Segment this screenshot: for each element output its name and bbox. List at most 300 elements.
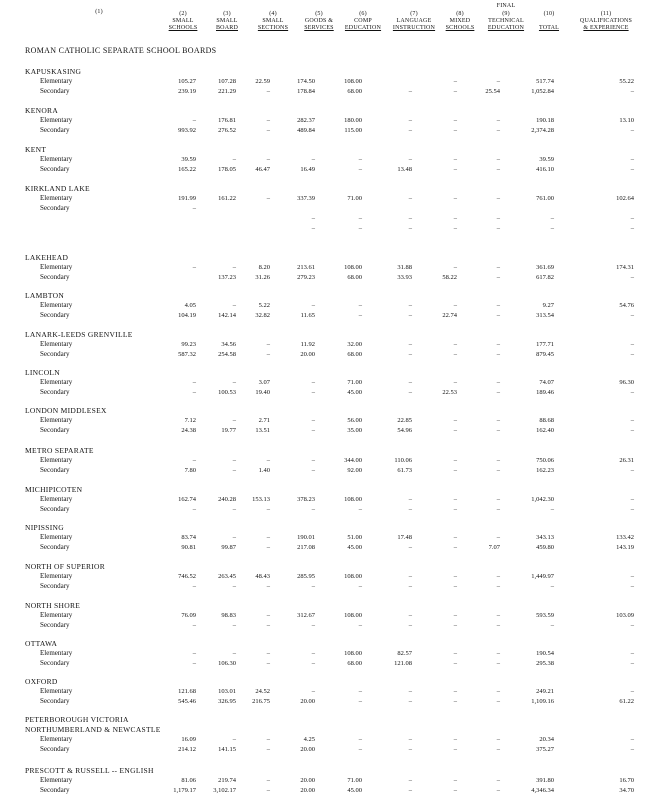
table-cell: – <box>453 88 457 95</box>
table-cell: – <box>496 506 500 513</box>
table-cell: – <box>453 573 457 580</box>
table-cell: 174.31 <box>616 264 634 271</box>
table-cell: 1,449.97 <box>531 573 554 580</box>
table-cell: 99.87 <box>221 544 236 551</box>
table-cell: – <box>496 698 500 705</box>
table-cell: – <box>496 427 500 434</box>
table-cell: 7.07 <box>488 544 500 551</box>
table-cell: – <box>266 736 270 743</box>
table-cell: – <box>311 156 315 163</box>
row-label: Secondary <box>40 273 70 281</box>
table-cell: – <box>311 215 315 222</box>
table-cell: 2.71 <box>258 417 270 424</box>
table-cell: 22.53 <box>442 389 457 396</box>
table-cell: 54.96 <box>397 427 412 434</box>
table-cell: 19.40 <box>255 389 270 396</box>
table-cell: 45.00 <box>347 389 362 396</box>
table-cell: 326.95 <box>218 698 236 705</box>
table-cell: 13.10 <box>619 117 634 124</box>
table-cell: 96.30 <box>619 379 634 386</box>
table-cell: – <box>496 467 500 474</box>
table-cell: 106.30 <box>218 660 236 667</box>
table-cell: 459.80 <box>536 544 554 551</box>
table-cell: 76.09 <box>181 612 196 619</box>
table-cell: – <box>496 688 500 695</box>
table-cell: – <box>266 660 270 667</box>
table-cell: 312.67 <box>297 612 315 619</box>
table-cell: – <box>453 736 457 743</box>
row-label: Secondary <box>40 126 70 134</box>
table-cell: – <box>266 612 270 619</box>
table-cell: – <box>358 746 362 753</box>
table-cell: – <box>453 427 457 434</box>
table-cell: – <box>232 379 236 386</box>
table-cell: 39.59 <box>539 156 554 163</box>
table-cell: – <box>496 78 500 85</box>
table-cell: 1.40 <box>258 467 270 474</box>
board-name: NORTH OF SUPERIOR <box>25 562 106 571</box>
table-cell: – <box>408 379 412 386</box>
table-cell: 162.23 <box>536 467 554 474</box>
table-cell: 189.46 <box>536 389 554 396</box>
table-cell: 276.52 <box>218 127 236 134</box>
row-label: Secondary <box>40 745 70 753</box>
header-col-label: & EXPERIENCE <box>583 25 629 31</box>
table-cell: 1,042.30 <box>531 496 554 503</box>
row-label: Elementary <box>40 533 73 541</box>
table-cell: – <box>408 225 412 232</box>
table-cell: 746.52 <box>178 573 196 580</box>
table-cell: – <box>232 457 236 464</box>
header-col-label: EDUCATION <box>344 25 382 31</box>
table-cell: 22.74 <box>442 312 457 319</box>
table-cell: 61.22 <box>619 698 634 705</box>
table-cell: 32.00 <box>347 341 362 348</box>
table-cell: – <box>453 746 457 753</box>
table-cell: 7.12 <box>184 417 196 424</box>
board-name: METRO SEPARATE <box>25 446 94 455</box>
table-cell: 35.00 <box>347 427 362 434</box>
table-cell: – <box>496 650 500 657</box>
header-col-number: (3) <box>223 11 231 17</box>
table-cell: – <box>266 650 270 657</box>
table-cell: 39.59 <box>181 156 196 163</box>
table-cell: 11.65 <box>300 312 315 319</box>
table-cell: 279.23 <box>297 274 315 281</box>
board-name: OXFORD <box>25 677 58 686</box>
row-label: Elementary <box>40 572 73 580</box>
table-cell: 20.00 <box>300 698 315 705</box>
table-cell: – <box>311 225 315 232</box>
table-cell: – <box>496 225 500 232</box>
table-cell: 83.74 <box>181 534 196 541</box>
table-cell: – <box>630 736 634 743</box>
row-label: Elementary <box>40 776 73 784</box>
table-cell: – <box>630 427 634 434</box>
table-cell: 32.82 <box>255 312 270 319</box>
table-cell: 99.23 <box>181 341 196 348</box>
table-cell: – <box>358 166 362 173</box>
table-cell: – <box>266 457 270 464</box>
table-cell: – <box>496 312 500 319</box>
table-cell: 177.71 <box>536 341 554 348</box>
table-cell: – <box>496 264 500 271</box>
header-col-label <box>517 18 581 25</box>
table-cell: – <box>496 274 500 281</box>
table-cell: – <box>496 127 500 134</box>
table-cell: – <box>408 698 412 705</box>
table-cell: – <box>408 88 412 95</box>
table-cell: 190.01 <box>297 534 315 541</box>
table-cell: – <box>192 583 196 590</box>
table-cell: 750.06 <box>536 457 554 464</box>
table-cell: – <box>311 467 315 474</box>
table-cell: 285.95 <box>297 573 315 580</box>
row-label: Elementary <box>40 340 73 348</box>
table-cell: – <box>453 688 457 695</box>
table-cell: – <box>630 573 634 580</box>
table-cell: 4,346.34 <box>531 787 554 794</box>
table-cell: – <box>630 274 634 281</box>
table-cell: – <box>408 215 412 222</box>
table-cell: 617.82 <box>536 274 554 281</box>
table-cell: – <box>232 417 236 424</box>
table-cell: – <box>630 688 634 695</box>
row-label: Secondary <box>40 659 70 667</box>
table-cell: – <box>496 583 500 590</box>
table-cell: 16.70 <box>619 777 634 784</box>
table-cell: 68.00 <box>347 351 362 358</box>
table-cell: – <box>496 389 500 396</box>
table-cell: – <box>630 88 634 95</box>
table-cell: – <box>311 506 315 513</box>
table-cell: 92.00 <box>347 467 362 474</box>
table-cell: 68.00 <box>347 88 362 95</box>
row-label: Secondary <box>40 582 70 590</box>
table-cell: – <box>266 534 270 541</box>
table-cell: – <box>408 496 412 503</box>
row-label: Secondary <box>40 87 70 95</box>
table-cell: 263.45 <box>218 573 236 580</box>
table-cell: 4.25 <box>303 736 315 743</box>
table-cell: – <box>232 622 236 629</box>
table-cell: – <box>192 379 196 386</box>
table-cell: 162.40 <box>536 427 554 434</box>
table-cell: – <box>192 622 196 629</box>
table-cell: 178.05 <box>218 166 236 173</box>
table-cell: – <box>358 215 362 222</box>
table-cell: – <box>408 622 412 629</box>
table-cell: – <box>630 215 634 222</box>
table-cell: 162.74 <box>178 496 196 503</box>
table-cell: 214.12 <box>178 746 196 753</box>
table-cell: 51.00 <box>347 534 362 541</box>
table-cell: 391.80 <box>536 777 554 784</box>
table-cell: 121.08 <box>394 660 412 667</box>
header-col-number: (8) <box>456 11 464 17</box>
table-cell: 216.75 <box>252 698 270 705</box>
table-cell: – <box>630 156 634 163</box>
row-label: Elementary <box>40 611 73 619</box>
table-cell: – <box>550 622 554 629</box>
table-cell: 1,109.16 <box>531 698 554 705</box>
table-cell: – <box>496 612 500 619</box>
table-cell: – <box>408 302 412 309</box>
row-label: Elementary <box>40 116 73 124</box>
table-cell: 343.13 <box>536 534 554 541</box>
table-cell: 9.27 <box>542 302 554 309</box>
table-cell: 98.83 <box>221 612 236 619</box>
header-col-number: (5) <box>315 11 323 17</box>
table-cell: 587.32 <box>178 351 196 358</box>
table-cell: – <box>266 88 270 95</box>
table-cell: 20.00 <box>300 777 315 784</box>
header-col-label: TECHNICAL <box>488 18 524 24</box>
table-cell: – <box>192 117 196 124</box>
table-cell: 34.70 <box>619 787 634 794</box>
table-cell: 24.52 <box>255 688 270 695</box>
table-cell: 108.00 <box>344 573 362 580</box>
table-cell: – <box>496 117 500 124</box>
header-col-label: MIXED <box>449 18 471 24</box>
header-col-label: SMALL <box>262 18 284 24</box>
table-cell: – <box>453 215 457 222</box>
table-cell: – <box>266 117 270 124</box>
table-cell: 879.45 <box>536 351 554 358</box>
row-label: Secondary <box>40 311 70 319</box>
table-cell: – <box>311 622 315 629</box>
table-cell: 107.28 <box>218 78 236 85</box>
table-cell: 61.73 <box>397 467 412 474</box>
row-label: Elementary <box>40 735 73 743</box>
table-cell: – <box>266 506 270 513</box>
table-cell: 26.31 <box>619 457 634 464</box>
row-label: Secondary <box>40 621 70 629</box>
table-cell: 104.19 <box>178 312 196 319</box>
table-cell: 161.22 <box>218 195 236 202</box>
table-cell: – <box>453 467 457 474</box>
table-cell: – <box>630 127 634 134</box>
board-name: LINCOLN <box>25 368 61 377</box>
table-cell: – <box>453 302 457 309</box>
table-cell: 190.18 <box>536 117 554 124</box>
board-name: PRESCOTT & RUSSELL -- ENGLISH <box>25 766 154 775</box>
table-cell: – <box>192 457 196 464</box>
board-name: KAPUSKASING <box>25 67 82 76</box>
table-cell: 71.00 <box>347 379 362 386</box>
table-cell: – <box>192 389 196 396</box>
table-cell: – <box>408 777 412 784</box>
table-cell: – <box>630 225 634 232</box>
table-cell: – <box>453 544 457 551</box>
board-name: LAKEHEAD <box>25 253 69 262</box>
board-name: NIPISSING <box>25 523 64 532</box>
table-cell: – <box>496 777 500 784</box>
table-cell: – <box>408 195 412 202</box>
table-cell: 4.05 <box>184 302 196 309</box>
table-cell: 141.15 <box>218 746 236 753</box>
table-cell: – <box>266 777 270 784</box>
table-cell: 105.27 <box>178 78 196 85</box>
table-cell: – <box>630 389 634 396</box>
table-cell: – <box>550 583 554 590</box>
table-cell: 295.38 <box>536 660 554 667</box>
table-cell: – <box>408 117 412 124</box>
table-cell: 71.00 <box>347 777 362 784</box>
table-cell: – <box>408 312 412 319</box>
table-cell: – <box>408 506 412 513</box>
table-cell: 5.22 <box>258 302 270 309</box>
table-cell: – <box>630 351 634 358</box>
table-cell: 2,374.28 <box>531 127 554 134</box>
table-cell: 108.00 <box>344 496 362 503</box>
table-cell: – <box>453 787 457 794</box>
header-col-label: TOTAL <box>538 25 560 31</box>
table-cell: – <box>358 698 362 705</box>
header-col-label: QUALIFICATIONS <box>579 18 633 24</box>
table-cell: – <box>630 166 634 173</box>
table-cell: 13.48 <box>397 166 412 173</box>
table-cell: 71.00 <box>347 195 362 202</box>
table-cell: – <box>232 302 236 309</box>
table-cell: – <box>453 612 457 619</box>
table-cell: – <box>408 787 412 794</box>
table-cell: – <box>453 698 457 705</box>
table-cell: 213.61 <box>297 264 315 271</box>
table-cell: – <box>311 427 315 434</box>
table-cell: 378.23 <box>297 496 315 503</box>
header-first-col: (1) <box>95 9 103 15</box>
table-cell: 993.92 <box>178 127 196 134</box>
table-cell: – <box>408 746 412 753</box>
row-label: Secondary <box>40 466 70 474</box>
table-cell: – <box>232 156 236 163</box>
table-cell: – <box>358 688 362 695</box>
table-cell: – <box>232 736 236 743</box>
table-cell: 46.47 <box>255 166 270 173</box>
table-cell: – <box>453 117 457 124</box>
table-cell: – <box>496 787 500 794</box>
table-cell: – <box>453 534 457 541</box>
table-cell: 219.74 <box>218 777 236 784</box>
table-cell: 8.20 <box>258 264 270 271</box>
table-cell: 16.09 <box>181 736 196 743</box>
table-cell: 3,102.17 <box>213 787 236 794</box>
board-name: KIRKLAND LAKE <box>25 184 90 193</box>
table-cell: 191.99 <box>178 195 196 202</box>
header-col-label: GOODS & <box>304 18 334 24</box>
row-label: Elementary <box>40 495 73 503</box>
table-cell: – <box>232 534 236 541</box>
row-label: Secondary <box>40 426 70 434</box>
table-cell: – <box>311 379 315 386</box>
row-label: Secondary <box>40 697 70 705</box>
table-cell: 143.19 <box>616 544 634 551</box>
table-cell: – <box>358 506 362 513</box>
table-cell: – <box>496 457 500 464</box>
table-cell: – <box>453 660 457 667</box>
table-cell: 13.51 <box>255 427 270 434</box>
header-col-number: (2) <box>179 11 187 17</box>
table-cell: – <box>266 195 270 202</box>
row-label: Secondary <box>40 165 70 173</box>
table-cell: 54.76 <box>619 302 634 309</box>
header-col-label: SECTIONS <box>257 25 289 31</box>
table-cell: – <box>266 127 270 134</box>
section-title: ROMAN CATHOLIC SEPARATE SCHOOL BOARDS <box>25 46 217 55</box>
table-cell: – <box>630 746 634 753</box>
board-name: MICHIPICOTEN <box>25 485 83 494</box>
table-cell: 3.07 <box>258 379 270 386</box>
row-label: Secondary <box>40 786 70 794</box>
row-label: Elementary <box>40 194 73 202</box>
table-cell: 56.00 <box>347 417 362 424</box>
table-cell: – <box>358 583 362 590</box>
row-label: Elementary <box>40 155 73 163</box>
table-cell: 761.00 <box>536 195 554 202</box>
table-cell: – <box>192 650 196 657</box>
table-cell: 20.34 <box>539 736 554 743</box>
header-col-label: LANGUAGE <box>396 18 432 24</box>
table-cell: 20.00 <box>300 787 315 794</box>
table-cell: – <box>358 736 362 743</box>
table-cell: 24.38 <box>181 427 196 434</box>
table-cell: – <box>630 496 634 503</box>
header-col-number: (11) <box>600 11 612 17</box>
table-cell: – <box>453 195 457 202</box>
header-final-label: FINAL <box>496 3 516 9</box>
table-cell: 416.10 <box>536 166 554 173</box>
table-cell: – <box>453 225 457 232</box>
header-col-label: SCHOOLS <box>445 25 475 31</box>
table-cell: 19.77 <box>221 427 236 434</box>
table-cell: – <box>408 127 412 134</box>
table-cell: – <box>232 264 236 271</box>
table-cell: 7.80 <box>184 467 196 474</box>
table-cell: – <box>496 573 500 580</box>
table-cell: – <box>550 215 554 222</box>
table-cell: – <box>358 622 362 629</box>
header-col-label: SMALL <box>216 18 238 24</box>
table-cell: – <box>453 78 457 85</box>
board-name: KENORA <box>25 106 59 115</box>
table-cell: – <box>630 417 634 424</box>
table-cell: 254.58 <box>218 351 236 358</box>
board-name: LAMBTON <box>25 291 65 300</box>
table-cell: – <box>311 302 315 309</box>
table-cell: 249.21 <box>536 688 554 695</box>
table-cell: 1,052.84 <box>531 88 554 95</box>
table-cell: – <box>358 156 362 163</box>
table-cell: – <box>496 417 500 424</box>
table-cell: 240.28 <box>218 496 236 503</box>
table-cell: 545.46 <box>178 698 196 705</box>
board-name: OTTAWA <box>25 639 58 648</box>
board-name: LONDON MIDDLESEX <box>25 406 107 415</box>
table-cell: 142.14 <box>218 312 236 319</box>
table-cell: 68.00 <box>347 660 362 667</box>
header-col-number: (4) <box>269 11 277 17</box>
table-cell: 25.54 <box>485 88 500 95</box>
table-cell: – <box>266 156 270 163</box>
board-name: NORTHUMBERLAND & NEWCASTLE <box>25 725 161 734</box>
row-label: Elementary <box>40 378 73 386</box>
table-cell: 34.56 <box>221 341 236 348</box>
table-cell: 55.22 <box>619 78 634 85</box>
table-cell: – <box>408 351 412 358</box>
table-cell: – <box>630 341 634 348</box>
table-cell: – <box>232 467 236 474</box>
